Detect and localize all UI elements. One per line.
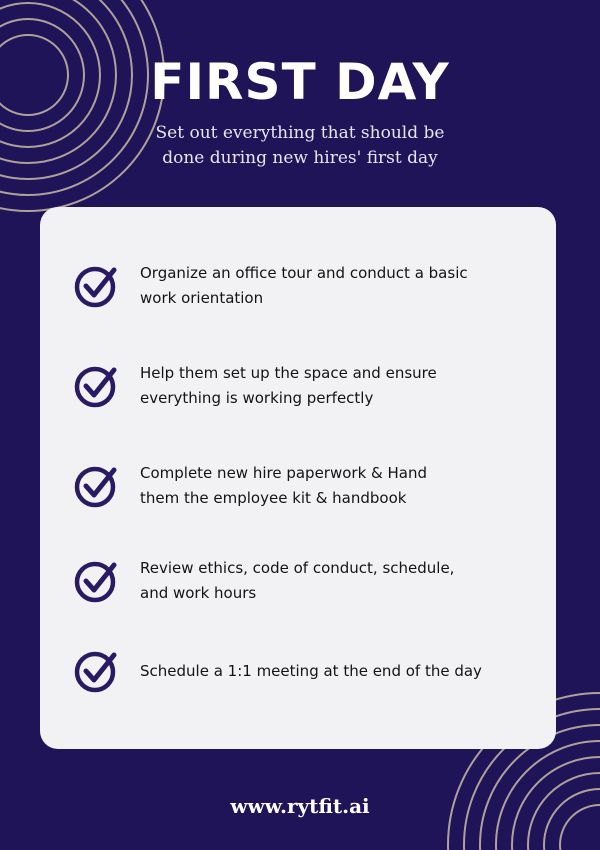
check-circle-icon <box>74 559 118 603</box>
checklist-item <box>74 254 534 318</box>
subtitle-line-1: Set out everything that should be <box>155 123 445 143</box>
subtitle-line-2: done during new hires' first day <box>162 148 438 168</box>
checklist-item-line-1: Schedule a 1:1 meeting at the end of the day <box>140 661 482 680</box>
page-title: FIRST DAY <box>150 53 450 111</box>
subtitle <box>145 121 455 171</box>
checklist-item-line-2: work orientation <box>140 289 264 307</box>
checklist-item-text <box>140 261 534 311</box>
checklist-card <box>40 207 556 749</box>
checklist-item <box>74 354 534 418</box>
checklist-item-line-2: them the employee kit & handbook <box>140 489 407 507</box>
checklist-item <box>74 454 534 518</box>
checklist-item-text <box>140 461 534 511</box>
checklist-item-line-2: everything is working perfectly <box>140 389 374 407</box>
checklist-item-line-1: Organize an office tour and conduct a basic <box>140 264 468 282</box>
checklist-item-line-1: Review ethics, code of conduct, schedule, <box>140 559 455 577</box>
checklist-item-text <box>140 361 534 411</box>
checklist-item-text <box>140 556 534 606</box>
checklist-item <box>74 639 534 703</box>
checklist-item <box>74 549 534 613</box>
check-circle-icon <box>74 364 118 408</box>
checklist-item-text <box>140 659 534 684</box>
website-link[interactable]: www.rytfit.ai <box>230 794 370 818</box>
check-circle-icon <box>74 464 118 508</box>
checklist-item-line-1: Help them set up the space and ensure <box>140 364 437 382</box>
checklist-item-line-2: and work hours <box>140 584 257 602</box>
checklist-item-line-1: Complete new hire paperwork & Hand <box>140 464 427 482</box>
check-circle-icon <box>74 264 118 308</box>
check-circle-icon <box>74 649 118 693</box>
